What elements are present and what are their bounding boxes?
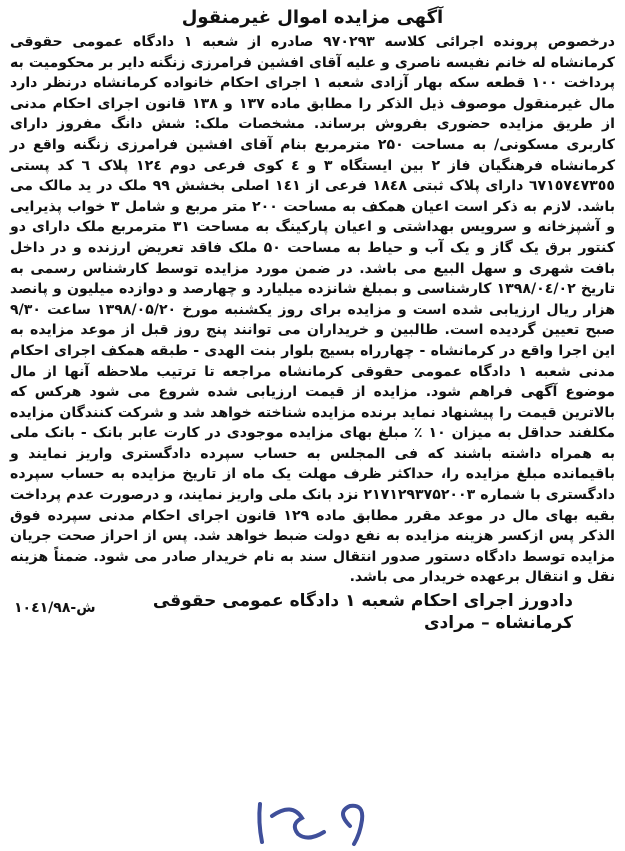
notice-footer <box>10 590 615 654</box>
notice-body: درخصوص پرونده اجرائی کلاسه ۹۷۰۲۹۳ صادره از شعبه ۱ دادگاه عمومی حقوقی کرمانشاه له خانم نفیسه ناصری و علیه آقای افشین فرامرزی زنگنه دایر بر محکومیت به پرداخت ۱۰۰ قطعه سکه بهار آزادی شعبه ۱ اجرای احکام خانواده کرمانشاه درنظر دارد مال غیرمنقول موصوف ذیل الذکر را مطابق ماده ۱۳۷ و ۱۳۸ قانون اجرای احکام مدنی از طریق مزایده حضوری بفروش برساند. مشخصات ملک: شش دانگ مفروز دارای کاربری مسکونی/ به مساحت ۲۵۰ مترمربع بنام آقای افشین فرامرزی زنگنه واقع در کرمانشاه فرهنگیان فاز ۲ بین ایستگاه ۳ و ٤ کوی فرعی دوم ۱۲٤ پلاک ٦ کد پستی ٦٧١٥٧٤٧٣٥٥ دارای پلاک ثبتی ۱۸٤۸ فرعی از ۱٤۱ اصلی بخشش ۹۹ ملک در ید مالک می باشد. لازم به ذکر است اعیان همکف به مساحت ۲۰۰ متر مربع و شامل ۳ خواب پذیرایی و آشپزخانه و سرویس بهداشتی و اعیان پارکینگ به مساحت ۳۱ مترمربع ملک دارای دو کنتور برق یک گاز و یک آب و حیاط به مساحت ۵۰ ملک فاقد تعریض ارزنده و در داخل بافت شهری و سهل البیع می باشد. در ضمن مورد مزایده توسط کارشناس رسمی به تاریخ ۱۳۹۸/۰٤/۰۲ کارشناسی و بمبلغ شانزده میلیارد و چهارصد و دوازده میلیون و پانصد هزار ریال ارزیابی شده است و مزایده برای روز یکشنبه مورخ ۱۳۹۸/۰۵/۲۰ ساعت ۹/۳۰ صبح تعیین گردیده است. طالبین و خریداران می توانند پنج روز قبل از موعد مزایده به این اجرا واقع در کرمانشاه - چهارراه بسیج بلوار بنت الهدی - طبقه همکف اجرای احکام مدنی شعبه ۱ دادگاه عمومی حقوقی کرمانشاه مراجعه تا ترتیب ملاحظه آنها از مال موضوع آگهی فراهم شود. مزایده از قیمت ارزیابی شده شروع می شود هرکس که بالاترین قیمت را پیشنهاد نماید برنده مزایده شناخته خواهد شد و شرکت کنندگان مزایده مکلفند حداقل به میزان ۱۰ ٪ مبلغ بهای مزایده موجودی در کارت عابر بانک - بانک ملی به همراه داشته باشند که فی المجلس به حساب سپرده دادگستری واریز نمایند و باقیمانده مبلغ مزایده را، حداکثر ظرف مهلت یک ماه از تاریخ مزایده به حساب سپرده دادگستری با شماره ۲۱۷۱۲۹۳۷۵۲۰۰۳ نزد بانک ملی واریز نمایند، و درصورت عدم پرداخت بقیه بهای مال در موعد مقرر مطابق ماده ۱۲۹ قانون اجرای احکام مدنی سپرده فوق الذکر پس ازکسر هزینه مزایده به نفع دولت ضبط خواهد شد. پس از احراز صحت جریان مزایده توسط دادگاه دستور صدور انتقال سند به نام خریدار صادر می شود. ضمناً هزینه نقل و انتقال برعهده خریدار می باشد. <box>10 34 616 586</box>
signature-line-2: کرمانشاه – مرادی <box>423 613 573 634</box>
signature-line-1: دادورز اجرای احکام شعبه ۱ دادگاه عمومی حقوقی <box>152 591 573 612</box>
reference-number: ۱۰٤۱/۹۸-ش <box>14 600 96 617</box>
signature-block <box>153 590 573 634</box>
handwritten-number <box>232 796 392 848</box>
notice-title: آگهی مزایده اموال غیرمنقول <box>181 7 444 28</box>
